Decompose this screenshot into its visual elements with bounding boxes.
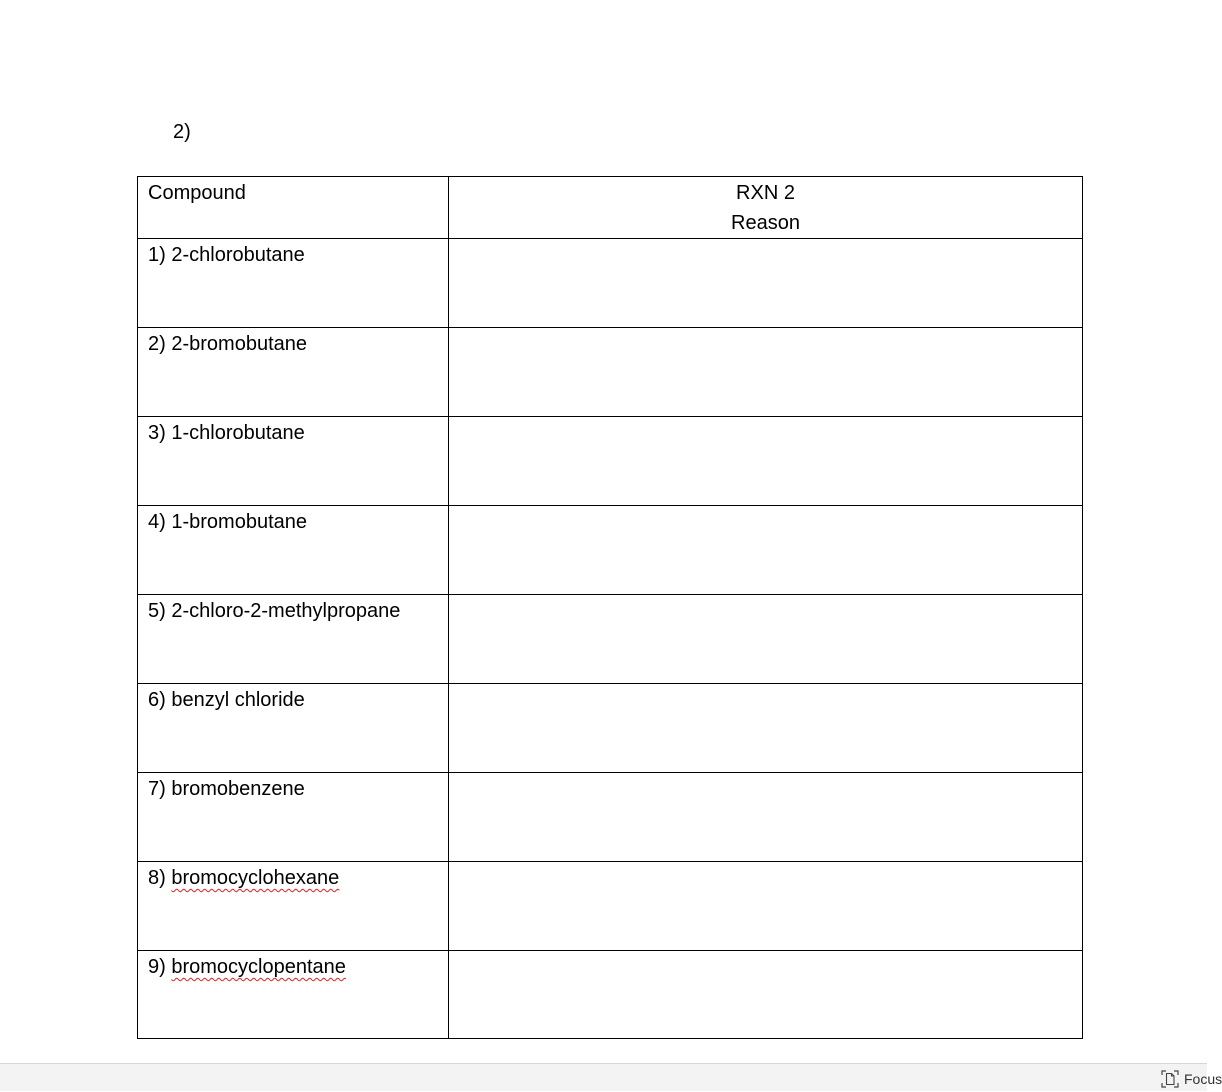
row-number: 1) xyxy=(148,244,166,266)
reason-cell[interactable] xyxy=(449,239,1083,328)
table-row xyxy=(138,328,1083,417)
row-number: 9) xyxy=(148,956,166,978)
compound-cell[interactable] xyxy=(138,506,449,595)
compound-cell[interactable] xyxy=(138,684,449,773)
row-number: 8) xyxy=(148,867,166,889)
row-number: 4) xyxy=(148,511,166,533)
table-row xyxy=(138,595,1083,684)
table-header-row xyxy=(138,177,1083,239)
compound-name: 1-bromobutane xyxy=(171,511,308,533)
reason-header-cell[interactable] xyxy=(449,177,1083,239)
focus-button[interactable] xyxy=(1160,1068,1222,1090)
question-number: 2) xyxy=(173,121,191,143)
compound-name: bromobenzene xyxy=(171,778,305,800)
row-number: 3) xyxy=(148,422,166,444)
row-number: 6) xyxy=(148,689,166,711)
table-row xyxy=(138,862,1083,951)
compound-name: 2-chlorobutane xyxy=(171,244,305,266)
focus-label: Focus xyxy=(1184,1071,1222,1087)
focus-mode-icon xyxy=(1160,1069,1180,1089)
compound-header-label: Compound xyxy=(148,182,246,204)
row-number: 5) xyxy=(148,600,166,622)
reason-header-label: Reason xyxy=(731,212,800,234)
compound-cell[interactable] xyxy=(138,239,449,328)
reason-cell[interactable] xyxy=(449,595,1083,684)
reason-cell[interactable] xyxy=(449,684,1083,773)
compound-name: benzyl chloride xyxy=(171,689,305,711)
reason-cell[interactable] xyxy=(449,773,1083,862)
status-bar xyxy=(0,1063,1222,1091)
table-row xyxy=(138,239,1083,328)
rxn-header-label: RXN 2 xyxy=(736,182,795,204)
reason-cell[interactable] xyxy=(449,506,1083,595)
compound-cell[interactable] xyxy=(138,773,449,862)
compound-name: 2-chloro-2-methylpropane xyxy=(171,600,401,622)
compound-cell[interactable] xyxy=(138,595,449,684)
row-number: 2) xyxy=(148,333,166,355)
compound-name: bromocyclohexane xyxy=(171,867,340,889)
compound-table xyxy=(137,176,1083,1039)
compound-name: 2-bromobutane xyxy=(171,333,308,355)
table-row xyxy=(138,417,1083,506)
reason-cell[interactable] xyxy=(449,951,1083,1039)
table-row xyxy=(138,506,1083,595)
table-row xyxy=(138,951,1083,1039)
table-row xyxy=(138,773,1083,862)
compound-name: bromocyclopentane xyxy=(171,956,346,978)
compound-name: 1-chlorobutane xyxy=(171,422,305,444)
table-row xyxy=(138,684,1083,773)
compound-cell[interactable] xyxy=(138,951,449,1039)
compound-cell[interactable] xyxy=(138,417,449,506)
row-number: 7) xyxy=(148,778,166,800)
reason-cell[interactable] xyxy=(449,862,1083,951)
compound-cell[interactable] xyxy=(138,862,449,951)
reason-cell[interactable] xyxy=(449,328,1083,417)
compound-cell[interactable] xyxy=(138,328,449,417)
compound-header-cell[interactable] xyxy=(138,177,449,239)
reason-cell[interactable] xyxy=(449,417,1083,506)
